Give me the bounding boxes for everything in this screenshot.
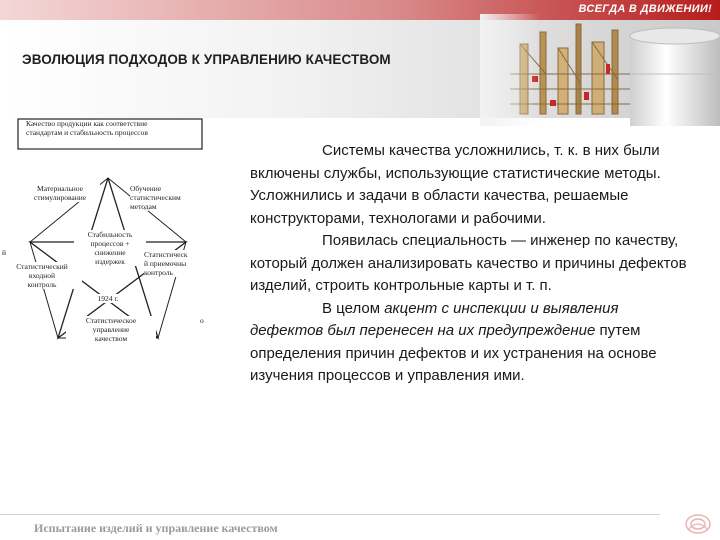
footer-divider	[0, 514, 660, 515]
company-logo-icon	[684, 512, 712, 536]
diagram-label-statistical-management: Статистическое управление качеством	[66, 316, 156, 343]
paragraph-3-end: путем определения причин дефектов и их устранения на основе изучения процессов и управления ими.	[250, 322, 657, 384]
paragraph-3-start: В целом	[322, 299, 385, 317]
diagram-label-training: Обучение статистическим методам	[130, 184, 210, 211]
paragraph-3-emphasis: акцент с инспекции и выявления дефектов был перенесен на их предупреждение	[250, 299, 619, 339]
diagram-label-year: 1924 г.	[86, 294, 130, 303]
diagram-label-right-edge: о	[200, 316, 204, 325]
paragraph-2: Появилась специальность — инженер по качеству, который должен анализировать качество и причины дефектов изделий, строить контрольные карты и т. п.	[250, 232, 687, 294]
oil-refinery-illustration	[480, 14, 720, 126]
body-text	[250, 140, 690, 388]
diagram-label-statistical-incoming-control: Статистический входной контроль	[2, 262, 82, 289]
diagram-box-label: Качество продукции как соответствие стандартам и стабильность процессов	[26, 119, 148, 137]
footer-text: Испытание изделий и управление качеством	[34, 521, 278, 535]
paragraph-3	[250, 298, 690, 388]
diagram-label-material-stimulation: Материальное стимулирование	[20, 184, 100, 202]
diagram-label-statistical-acceptance: Статистическ й приемочны контроль	[144, 250, 212, 277]
slide-title: ЭВОЛЮЦИЯ ПОДХОДОВ К УПРАВЛЕНИЮ КАЧЕСТВОМ	[22, 52, 391, 67]
slogan: ВСЕГДА В ДВИЖЕНИИ!	[578, 3, 712, 15]
paragraph-1: Системы качества усложнились, т. к. в них были включены службы, использующие статистические методы. Усложнились и задачи в области качества, решаемые конструкторами, технологами и рабочими.	[250, 142, 661, 227]
diagram-label-left-edge: й	[2, 248, 7, 257]
quality-evolution-diagram	[0, 116, 230, 348]
diagram-label-stability: Стабильность процессов + снижение издержек	[74, 230, 146, 266]
